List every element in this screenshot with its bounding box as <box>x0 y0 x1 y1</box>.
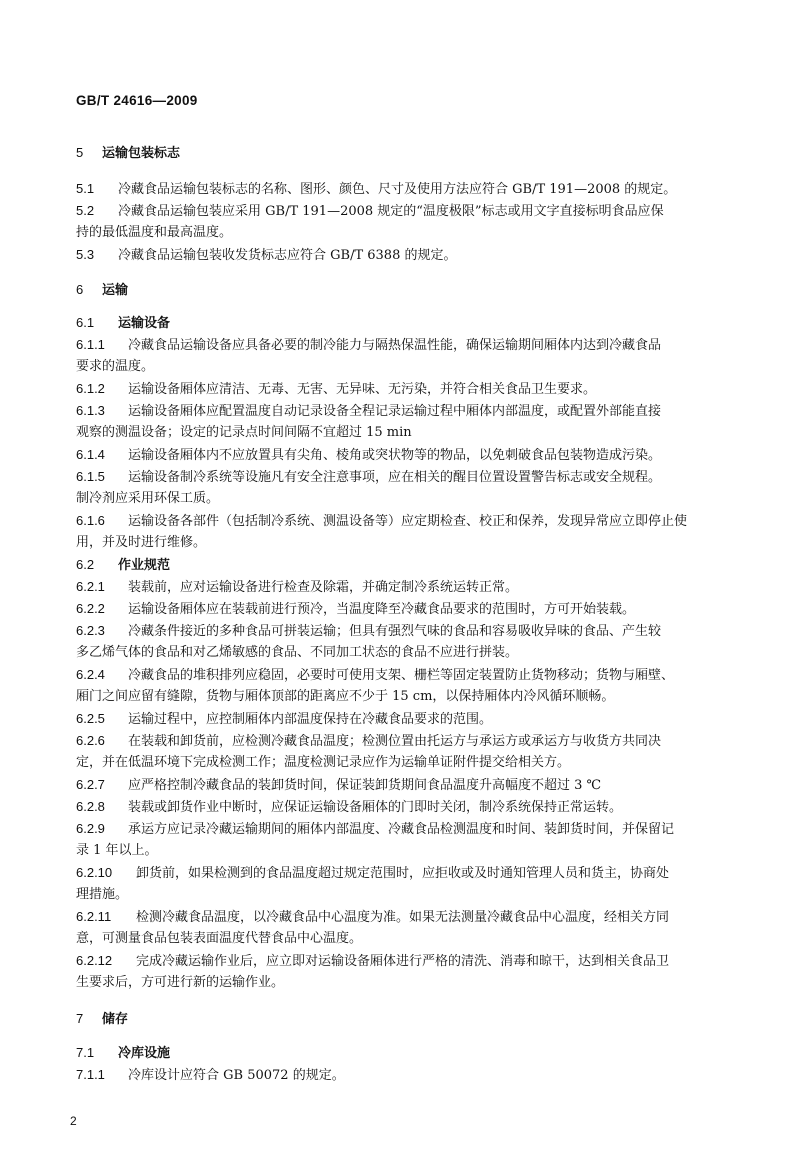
clause-text: 冷藏食品运输设备应具备必要的制冷能力与隔热保温性能，确保运输期间厢体内达到冷藏食品 <box>128 338 662 353</box>
clause <box>76 468 661 486</box>
clause <box>76 180 676 198</box>
section-title: 储存 <box>102 1012 129 1027</box>
clause-number: 6.2.2 <box>76 601 105 616</box>
clause-text: 冷藏食品运输包装收发货标志应符合 GB/T 6388 的规定。 <box>118 248 457 263</box>
clause <box>76 732 661 750</box>
clause-continuation: 观察的测温设备；设定的记录点时间间隔不宜超过 15 min <box>76 425 412 440</box>
clause-number: 6.1.1 <box>76 337 105 352</box>
subsection-title: 冷库设施 <box>118 1046 171 1061</box>
clause-number: 6.2.5 <box>76 711 105 726</box>
clause-text: 冷藏食品运输包装应采用 GB/T 191—2008 规定的“温度极限”标志或用文字直接标明食品应保 <box>118 204 664 219</box>
clause-number: 6.1.5 <box>76 469 105 484</box>
clause-continuation: 要求的温度。 <box>76 359 155 374</box>
clause <box>76 864 669 882</box>
clause-continuation: 制冷剂应采用环保工质。 <box>76 491 220 506</box>
clause <box>76 246 456 264</box>
clause-continuation: 多乙烯气体的食品和对乙烯敏感的食品、不同加工状态的食品不应进行拼装。 <box>76 645 519 660</box>
clause-number: 6.1.2 <box>76 381 105 396</box>
clause <box>76 600 635 618</box>
section-title: 运输 <box>102 283 129 298</box>
clause-text: 运输设备厢体应配置温度自动记录设备全程记录运输过程中厢体内部温度，或配置外部能直接 <box>128 404 662 419</box>
clause-number: 6.2.6 <box>76 733 105 748</box>
clause-number: 6.2.1 <box>76 579 105 594</box>
clause-text: 在装载和卸货前，应检测冷藏食品温度；检测位置由托运方与承运方或承运方与收货方共同决 <box>128 734 662 749</box>
clause <box>76 1066 345 1084</box>
subsection-heading <box>76 556 170 574</box>
clause-number: 6.2.12 <box>76 953 113 968</box>
clause-continuation: 生要求后，方可进行新的运输作业。 <box>76 975 285 990</box>
clause <box>76 202 664 220</box>
clause <box>76 666 674 684</box>
clause <box>76 402 661 420</box>
clause-continuation: 定，并在低温环境下完成检测工作；温度检测记录应作为运输单证附件提交给相关方。 <box>76 755 571 770</box>
clause-text: 运输设备厢体应在装载前进行预冷，当温度降至冷藏食品要求的范围时，方可开始装载。 <box>128 602 636 617</box>
clause <box>76 776 601 794</box>
section-heading <box>76 144 180 162</box>
clause <box>76 446 661 464</box>
clause <box>76 798 622 816</box>
clause-text: 检测冷藏食品温度，以冷藏食品中心温度为准。如果无法测量冷藏食品中心温度，经相关方同 <box>136 910 670 925</box>
clause <box>76 622 661 640</box>
standard-id: GB/T 24616—2009 <box>76 93 198 108</box>
clause-continuation: 录 1 年以上。 <box>76 843 158 858</box>
clause-number: 5.1 <box>76 181 95 196</box>
clause-continuation: 厢门之间应留有缝隙，货物与厢体顶部的距离应不少于 15 cm，以保持厢体内冷风循环顺畅。 <box>76 689 615 704</box>
clause-text: 运输过程中，应控制厢体内部温度保持在冷藏食品要求的范围。 <box>128 712 493 727</box>
clause-text: 冷藏条件接近的多种食品可拼装运输；但具有强烈气味的食品和容易吸收异味的食品、产生较 <box>128 624 662 639</box>
subsection-number: 7.1 <box>76 1045 95 1060</box>
clause-text: 装载前，应对运输设备进行检查及除霜，并确定制冷系统运转正常。 <box>128 580 519 595</box>
clause-text: 应严格控制冷藏食品的装卸货时间，保证装卸货期间食品温度升高幅度不超过 3 ℃ <box>128 778 602 793</box>
subsection-number: 6.1 <box>76 315 95 330</box>
clause-text: 运输设备厢体应清洁、无毒、无害、无异味、无污染，并符合相关食品卫生要求。 <box>128 382 597 397</box>
section-number: 5 <box>76 145 84 160</box>
clause-text: 冷库设计应符合 GB 50072 的规定。 <box>128 1068 345 1083</box>
clause-number: 6.2.10 <box>76 865 113 880</box>
clause <box>76 710 492 728</box>
clause-text: 冷藏食品运输包装标志的名称、图形、颜色、尺寸及使用方法应符合 GB/T 191—2008 的规定。 <box>118 182 677 197</box>
clause <box>76 512 687 530</box>
page-number: 2 <box>70 1114 77 1128</box>
clause <box>76 336 661 354</box>
subsection-number: 6.2 <box>76 557 95 572</box>
clause-text: 运输设备制冷系统等设施凡有安全注意事项，应在相关的醒目位置设置警告标志或安全规程。 <box>128 470 662 485</box>
clause-number: 6.1.4 <box>76 447 105 462</box>
clause-text: 承运方应记录冷藏运输期间的厢体内部温度、冷藏食品检测温度和时间、装卸货时间，并保留记 <box>128 822 675 837</box>
clause-number: 6.1.6 <box>76 513 105 528</box>
clause-text: 运输设备厢体内不应放置具有尖角、棱角或突状物等的物品，以免刺破食品包装物造成污染。 <box>128 448 662 463</box>
clause <box>76 380 596 398</box>
clause-text: 卸货前，如果检测到的食品温度超过规定范围时，应拒收或及时通知管理人员和货主，协商处 <box>136 866 670 881</box>
clause-number: 7.1.1 <box>76 1067 105 1082</box>
section-title: 运输包装标志 <box>102 146 181 161</box>
subsection-heading <box>76 1044 170 1062</box>
clause-text: 冷藏食品的堆积排列应稳固，必要时可使用支架、栅栏等固定装置防止货物移动；货物与厢壁、 <box>128 668 675 683</box>
section-heading <box>76 1010 128 1028</box>
clause-number: 5.2 <box>76 203 95 218</box>
clause <box>76 578 518 596</box>
subsection-title: 运输设备 <box>118 316 171 331</box>
section-number: 6 <box>76 282 84 297</box>
clause-continuation: 用，并及时进行维修。 <box>76 535 207 550</box>
clause <box>76 820 674 838</box>
clause-number: 6.2.7 <box>76 777 105 792</box>
section-heading <box>76 281 128 299</box>
clause-number: 5.3 <box>76 247 95 262</box>
clause <box>76 908 669 926</box>
clause <box>76 952 669 970</box>
clause-continuation: 持的最低温度和最高温度。 <box>76 225 233 240</box>
clause-number: 6.1.3 <box>76 403 105 418</box>
clause-text: 运输设备各部件（包括制冷系统、测温设备等）应定期检查、校正和保养，发现异常应立即停止使 <box>128 514 688 529</box>
clause-text: 完成冷藏运输作业后，应立即对运输设备厢体进行严格的清洗、消毒和晾干，达到相关食品卫 <box>136 954 670 969</box>
clause-continuation: 理措施。 <box>76 887 129 902</box>
clause-continuation: 意，可测量食品包装表面温度代替食品中心温度。 <box>76 931 363 946</box>
clause-number: 6.2.3 <box>76 623 105 638</box>
subsection-heading <box>76 314 170 332</box>
section-number: 7 <box>76 1011 84 1026</box>
clause-number: 6.2.11 <box>76 909 112 924</box>
clause-number: 6.2.8 <box>76 799 105 814</box>
subsection-title: 作业规范 <box>118 558 171 573</box>
clause-number: 6.2.4 <box>76 667 105 682</box>
clause-text: 装载或卸货作业中断时，应保证运输设备厢体的门即时关闭，制冷系统保持正常运转。 <box>128 800 623 815</box>
clause-number: 6.2.9 <box>76 821 105 836</box>
